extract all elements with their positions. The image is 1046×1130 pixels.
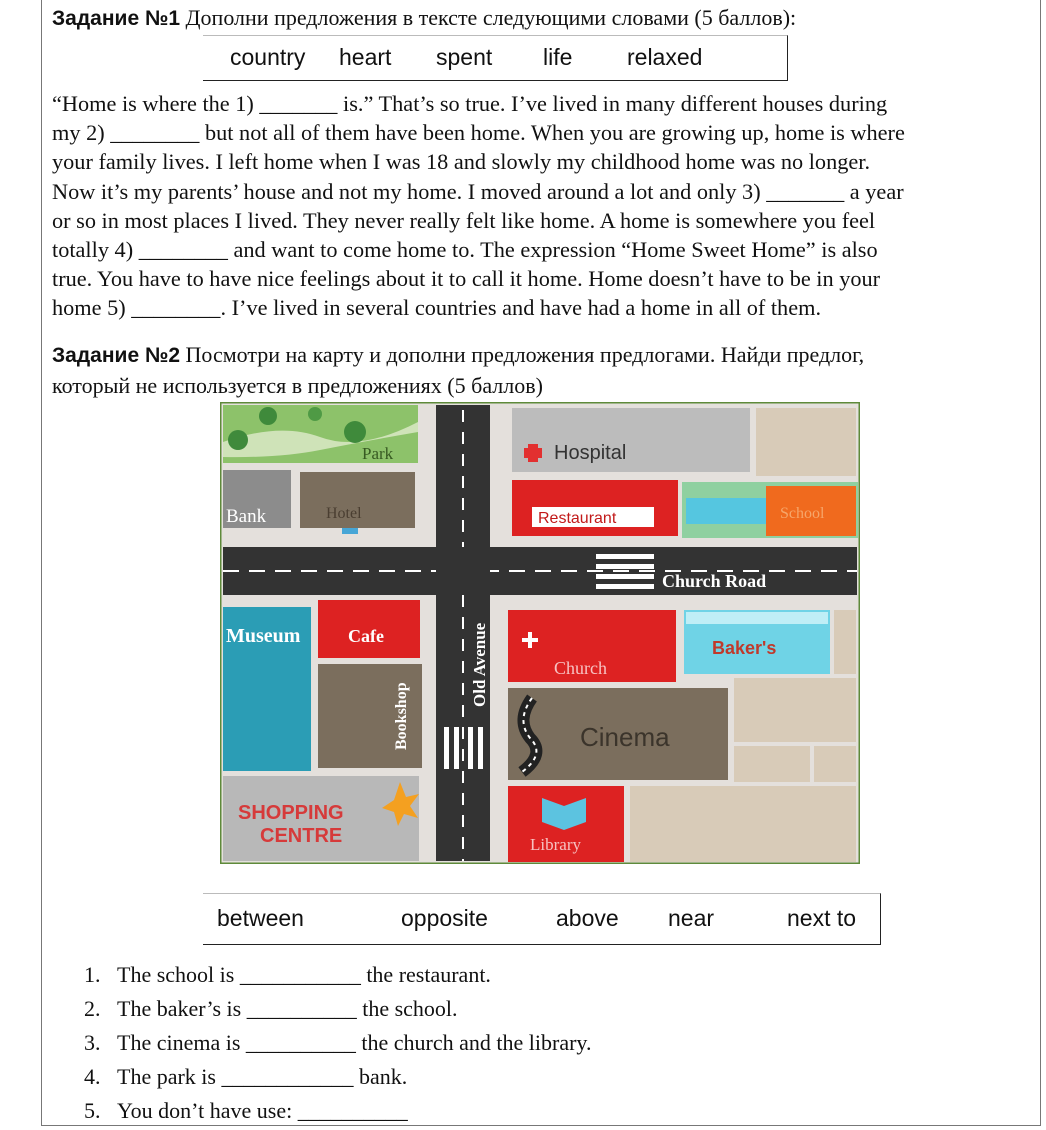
list-item bbox=[84, 1096, 591, 1130]
word-next-to: next to bbox=[787, 904, 857, 931]
word-spent: spent bbox=[436, 43, 493, 70]
list-item bbox=[84, 994, 591, 1028]
task2-instruction-line2: который не используется в предложениях (5 баллов) bbox=[52, 373, 543, 398]
task2-instruction-line1: Посмотри на карту и дополни предложения предлогами. Найди предлог, bbox=[180, 342, 865, 367]
old-avenue bbox=[436, 405, 490, 861]
text-line: true. You have to have nice feelings about it to call it home. Home doesn’t have to be in your bbox=[52, 266, 881, 292]
text-line: Now it’s my parents’ house and not my home. I moved around a lot and only 3) _______ a year bbox=[52, 178, 904, 204]
text-line: “Home is where the 1) _______ is.” That’s so true. I’ve lived in many different houses during bbox=[52, 91, 888, 116]
museum-label: Museum bbox=[226, 625, 301, 647]
item-number: 5. bbox=[84, 1098, 101, 1123]
item-number: 3. bbox=[84, 1030, 101, 1055]
item-number: 1. bbox=[84, 962, 101, 987]
bank-label: Bank bbox=[226, 506, 267, 527]
word-between: between bbox=[217, 904, 304, 931]
task1-word-box bbox=[203, 35, 788, 81]
item-text: You don’t have use: __________ bbox=[117, 1098, 408, 1123]
list-item bbox=[84, 960, 591, 994]
task1-label: Задание №1 bbox=[52, 7, 181, 30]
park-block bbox=[223, 405, 418, 463]
text-line: or so in most places I lived. They never really felt like home. A home is somewhere you feel bbox=[52, 207, 876, 233]
school-label: School bbox=[780, 505, 825, 522]
task2-label: Задание №2 bbox=[52, 344, 181, 367]
item-number: 4. bbox=[84, 1064, 101, 1089]
bookshop-block bbox=[318, 664, 422, 768]
item-text: The baker’s is __________ the school. bbox=[117, 996, 458, 1021]
item-text: The cinema is __________ the church and the library. bbox=[117, 1030, 592, 1055]
item-number: 2. bbox=[84, 996, 101, 1021]
bookshop-label: Bookshop bbox=[393, 682, 410, 750]
hospital-block bbox=[512, 408, 856, 476]
town-map bbox=[220, 402, 860, 864]
word-life: life bbox=[543, 43, 573, 70]
bakers-label: Baker's bbox=[712, 638, 777, 658]
task1-text bbox=[52, 89, 1027, 323]
school-block bbox=[682, 482, 858, 538]
list-item bbox=[84, 1028, 591, 1062]
cinema-label: Cinema bbox=[580, 722, 670, 752]
cinema-block bbox=[508, 688, 728, 780]
item-text: The school is ___________ the restaurant. bbox=[117, 962, 491, 987]
library-block bbox=[508, 786, 624, 862]
word-near: near bbox=[668, 904, 715, 931]
church-block bbox=[508, 610, 676, 682]
restaurant-block bbox=[512, 480, 678, 536]
bank-block bbox=[223, 470, 291, 528]
cafe-label: Cafe bbox=[348, 626, 384, 646]
text-line: totally 4) ________ and want to come home to. The expression “Home Sweet Home” is also bbox=[52, 237, 878, 263]
word-above: above bbox=[556, 904, 619, 931]
text-line: home 5) ________. I’ve lived in several countries and have had a home in all of them. bbox=[52, 295, 822, 321]
text-line: your family lives. I left home when I was 18 and slowly my childhood home was no longer. bbox=[52, 149, 871, 175]
old-avenue-label: Old Avenue bbox=[470, 622, 489, 707]
church-road-label: Church Road bbox=[662, 571, 767, 591]
item-text: The park is ____________ bank. bbox=[117, 1064, 408, 1089]
church-road bbox=[223, 547, 857, 595]
restaurant-label: Restaurant bbox=[538, 510, 617, 527]
hotel-block bbox=[300, 472, 415, 534]
shopping-centre-block bbox=[223, 776, 419, 861]
task1-instruction: Дополни предложения в тексте следующими словами (5 баллов): bbox=[180, 5, 797, 30]
task1-heading bbox=[52, 3, 1027, 33]
word-relaxed: relaxed bbox=[627, 43, 703, 70]
text-line: my 2) ________ but not all of them have been home. When you are growing up, home is where bbox=[52, 120, 905, 146]
cafe-block bbox=[318, 600, 420, 658]
list-item bbox=[84, 1062, 591, 1096]
park-label: Park bbox=[362, 444, 394, 463]
word-opposite: opposite bbox=[401, 904, 488, 931]
word-country: country bbox=[230, 43, 306, 70]
shopping-centre-label-1: SHOPPING bbox=[238, 802, 344, 824]
task2-questions bbox=[84, 960, 591, 1130]
word-heart: heart bbox=[339, 43, 392, 70]
library-label: Library bbox=[530, 835, 581, 854]
task2-heading bbox=[52, 340, 1027, 401]
task2-word-box bbox=[203, 893, 881, 945]
church-label: Church bbox=[554, 658, 607, 678]
hotel-label: Hotel bbox=[326, 505, 362, 522]
hospital-label: Hospital bbox=[554, 442, 627, 464]
museum-block bbox=[223, 607, 311, 771]
shopping-centre-label-2: CENTRE bbox=[260, 825, 343, 847]
